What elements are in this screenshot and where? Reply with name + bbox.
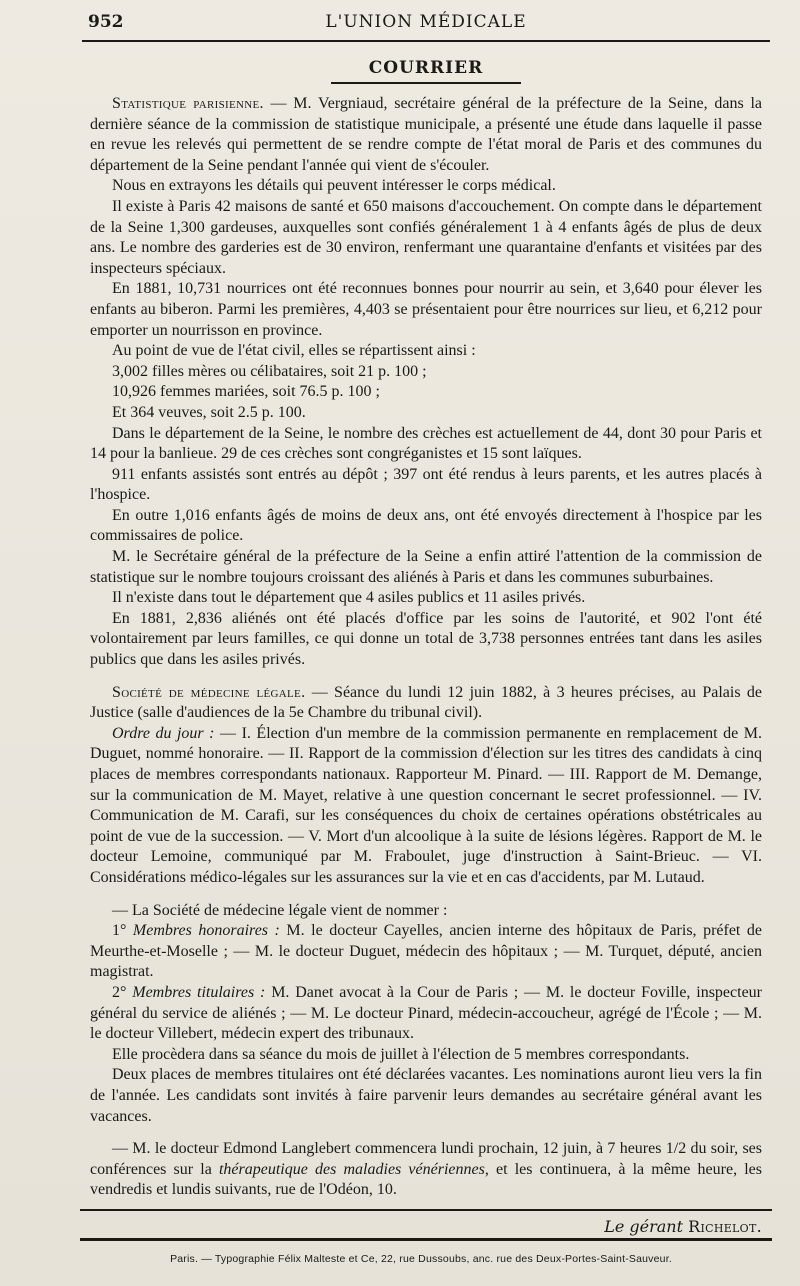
paragraph-text: En 1881, 2,836 aliénés ont été placés d'office par les soins de l'autorité, et 902 l'ont été volontairement par leurs familles, ce qui donne un total de 3,738 personnes entrées tant dans les asiles publics que dans les asiles privés.: [90, 609, 762, 669]
paragraph-text: M. le Secrétaire général de la préfecture de la Seine a enfin attiré l'attention de la commission de statistique sur le nombre toujours croissant des aliénés à Paris et dans les communes suburbaines.: [90, 548, 762, 586]
header-rule: [82, 40, 770, 42]
paragraph-text: M. le docteur Cayelles, ancien interne des hôpitaux de Paris, préfet de Meurthe-et-Moselle ; — M. le docteur Duguet, médecin des hôpitaux ; — M. Turquet, député, ancien magistrat.: [90, 922, 762, 981]
journal-title: L'UNION MÉDICALE: [325, 12, 527, 32]
page-number: 952: [88, 12, 124, 32]
paragraph: [90, 424, 762, 465]
paragraph-text: , et les continuera, à la même heure, les vendredis et lundis suivants, rue de l'Odéon, 10.: [90, 1160, 763, 1199]
paragraph: [90, 341, 762, 362]
paragraph: [90, 176, 762, 197]
paragraph: [90, 362, 762, 383]
paragraph-text: 10,926 femmes mariées, soit 76.5 p. 100 ;: [112, 383, 380, 401]
paragraph-prefix: 2°: [112, 983, 133, 1001]
paragraph: [90, 724, 762, 889]
paragraph-text: 911 enfants assistés sont entrés au dépôt ; 397 ont été rendus à leurs parents, et les autres placés à l'hospice.: [90, 465, 762, 504]
paragraph: [90, 94, 762, 176]
paragraph-lead: Ordre du jour :: [112, 724, 215, 742]
paragraph-lead: Statistique parisienne.: [112, 95, 264, 112]
paragraph: [90, 901, 762, 922]
paragraph: [90, 506, 762, 547]
paragraph-text: En outre 1,016 enfants âgés de moins de deux ans, ont été envoyés directement à l'hospice par les commissaires de police.: [90, 506, 762, 545]
paragraph-text: Elle procèdera dans sa séance du mois de juillet à l'élection de 5 membres correspondants.: [112, 1045, 690, 1063]
paragraph: [90, 1045, 762, 1066]
paragraph-text: Il n'existe dans tout le département que 4 asiles publics et 11 asiles privés.: [112, 589, 586, 607]
paragraph: [90, 1065, 762, 1127]
paragraph: [90, 403, 762, 424]
paragraph: [90, 382, 762, 403]
paragraph-lead: Membres honoraires :: [132, 922, 280, 940]
paragraph-text: M. Danet avocat à la Cour de Paris ; — M. le docteur Foville, inspecteur général du service de aliénés ; — M. Le docteur Pinard, médecin-accoucheur, agrégé de l'École ; — M. le docteur Villebert, médecin expert des tribunaux.: [90, 983, 762, 1043]
signature-rule: [80, 1209, 772, 1211]
paragraph-text: — I. Élection d'un membre de la commission permanente en remplacement de M. Duguet, nommé honoraire. — II. Rapport de la commission d'élection sur les titres des candidats à cinq places de membres correspondants nationaux. Rapporteur M. Pinard. — III. Rapport de M. Demange, sur la communication de M. Mayet, relative à une question concernant le secret professionnel. — IV. Communication de M. Carafi, sur les conséquences du choix de certaines opérations obstétricales au point de vue de la succession. — V. Mort d'un alcoolique à la suite de lésions légères. Rapport de M. le docteur Lemoine, communiqué par M. Fraboulet, juge d'instruction à Saint-Brieuc. — VI. Considérations médico-légales sur les assurances sur la vie et en cas d'accidents, par M. Lutaud.: [90, 724, 762, 886]
article-body: [90, 94, 762, 1201]
paragraph: [90, 588, 762, 609]
paragraph: [90, 279, 762, 341]
signature-name: Richelot.: [688, 1216, 762, 1236]
paragraph-text: — Séance du lundi 12 juin 1882, à 3 heures précises, au Palais de Justice (salle d'audiences de la 5e Chambre du tribunal civil).: [90, 683, 762, 722]
paragraph: [90, 197, 762, 279]
paragraph-prefix: 1°: [112, 922, 133, 940]
paragraph-lead: Membres titulaires :: [132, 983, 266, 1001]
paragraph: [90, 465, 762, 506]
paragraph: [90, 1139, 762, 1201]
printer-imprint: Paris. — Typographie Félix Malteste et Ce, 22, rue Dussoubs, anc. rue des Deux-Portes-Saint-Sauveur.: [170, 1252, 672, 1265]
paragraph-italic: thérapeutique des maladies vénériennes: [218, 1160, 485, 1178]
paragraph: [90, 609, 762, 671]
paragraph-text: — M. le docteur Edmond Langlebert commencera lundi prochain, 12 juin, à 7 heures 1/2 du soir, ses conférences sur la: [90, 1140, 762, 1178]
paragraph: [90, 683, 762, 724]
paragraph: [90, 983, 762, 1045]
section-title: COURRIER: [368, 58, 484, 78]
paragraph-text: Dans le département de la Seine, le nombre des crèches est actuellement de 44, dont 30 pour Paris et 14 pour la banlieue. 29 de ces crèches sont congréganistes et 15 sont laïques.: [90, 424, 762, 463]
running-head: [90, 6, 762, 36]
paragraph: [90, 921, 762, 983]
paragraph-text: 3,002 filles mères ou célibataires, soit 21 p. 100 ;: [112, 362, 427, 380]
paragraph-text: En 1881, 10,731 nourrices ont été reconnues bonnes pour nourrir au sein, et 3,640 pour élever les enfants au biberon. Parmi les premières, 4,403 se présentaient pour être nourrices sur lieu, et 6,212 pour emporter un nourrisson en province.: [90, 280, 762, 339]
paragraph-lead: Société de médecine légale.: [112, 683, 306, 701]
section-rule: [331, 82, 521, 84]
paragraph-text: — M. Vergniaud, secrétaire général de la préfecture de la Seine, dans la dernière séance de la commission de statistique municipale, a présenté une étude dans laquelle il passe en revue les relevés qui permettent de se rendre compte de l'état moral de Paris et des communes du département de la Seine pendant l'année qui vient de s'écouler.: [90, 95, 762, 174]
paragraph-text: — La Société de médecine légale vient de nommer :: [112, 901, 448, 919]
paragraph-text: Il existe à Paris 42 maisons de santé et 650 maisons d'accouchement. On compte dans le département de la Seine 1,300 gardeuses, auxquelles sont confiés généralement 1 à 4 enfants âgés de plus de deux ans. Le nombre des garderies est de 30 environ, renfermant une quarantaine d'enfants et visitées par des inspecteurs spéciaux.: [90, 197, 762, 277]
paragraph-text: Deux places de membres titulaires ont été déclarées vacantes. Les nominations auront lieu vers la fin de l'année. Les candidats sont invités à faire parvenir leurs demandes au secrétaire général avant les vacances.: [90, 1066, 762, 1125]
signature-prefix: Le gérant: [604, 1216, 684, 1236]
paragraph-text: Nous en extrayons les détails qui peuvent intéresser le corps médical.: [112, 177, 556, 195]
paragraph-text: Et 364 veuves, soit 2.5 p. 100.: [112, 403, 306, 421]
paragraph-text: Au point de vue de l'état civil, elles se répartissent ainsi :: [112, 342, 476, 360]
footer-rule: [80, 1238, 772, 1241]
paragraph: [90, 547, 762, 588]
signature: [90, 1217, 762, 1236]
